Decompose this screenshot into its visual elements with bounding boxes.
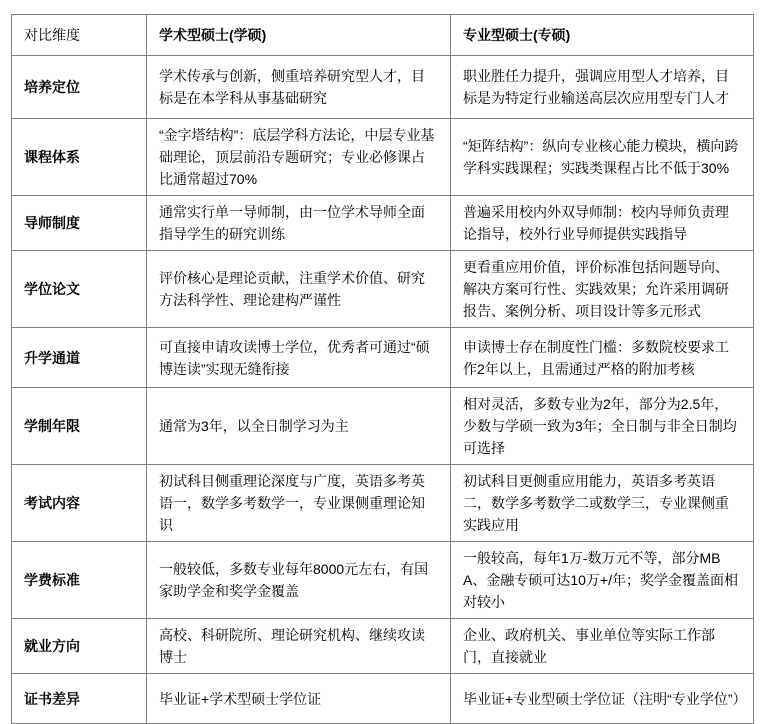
table-row: [12, 251, 754, 328]
masters-comparison-table: [11, 14, 754, 724]
academic-cell: 通常为3年，以全日制学习为主: [147, 388, 451, 465]
table-row: [12, 328, 754, 388]
academic-cell: “金字塔结构”：底层学科方法论，中层专业基础理论，顶层前沿专题研究；专业必修课占比通常超过70%: [147, 119, 451, 196]
row-label-cell: 学费标准: [12, 542, 147, 619]
table-row: [12, 119, 754, 196]
table-row: [12, 56, 754, 119]
academic-cell: 通常实行单一导师制，由一位学术导师全面指导学生的研究训练: [147, 196, 451, 251]
table-row: [12, 674, 754, 724]
column-header-academic: 学术型硕士(学硕): [147, 15, 451, 56]
professional-cell: 相对灵活，多数专业为2年，部分为2.5年，少数与学硕一致为3年；全日制与非全日制均可选择: [451, 388, 754, 465]
professional-cell: 一般较高，每年1万-数万元不等，部分MBA、金融专硕可达10万+/年；奖学金覆盖面相对较小: [451, 542, 754, 619]
row-label-cell: 课程体系: [12, 119, 147, 196]
academic-cell: 可直接申请攻读博士学位，优秀者可通过“硕博连读”实现无缝衔接: [147, 328, 451, 388]
row-label-cell: 升学通道: [12, 328, 147, 388]
table-row: [12, 465, 754, 542]
row-label-cell: 学位论文: [12, 251, 147, 328]
academic-cell: 评价核心是理论贡献，注重学术价值、研究方法科学性、理论建构严谨性: [147, 251, 451, 328]
professional-cell: 普遍采用校内外双导师制：校内导师负责理论指导，校外行业导师提供实践指导: [451, 196, 754, 251]
row-label-cell: 培养定位: [12, 56, 147, 119]
row-label-cell: 导师制度: [12, 196, 147, 251]
academic-cell: 高校、科研院所、理论研究机构、继续攻读博士: [147, 619, 451, 674]
table-row: [12, 388, 754, 465]
professional-cell: 职业胜任力提升，强调应用型人才培养，目标是为特定行业输送高层次应用型专门人才: [451, 56, 754, 119]
academic-cell: 初试科目侧重理论深度与广度，英语多考英语一，数学多考数学一，专业课侧重理论知识: [147, 465, 451, 542]
table-row: [12, 196, 754, 251]
row-label-cell: 证书差异: [12, 674, 147, 724]
table-row: [12, 542, 754, 619]
professional-cell: 毕业证+专业型硕士学位证（注明“专业学位”）: [451, 674, 754, 724]
table-header-row: [12, 15, 754, 56]
row-label-cell: 考试内容: [12, 465, 147, 542]
academic-cell: 学术传承与创新，侧重培养研究型人才，目标是在本学科从事基础研究: [147, 56, 451, 119]
professional-cell: 申读博士存在制度性门槛：多数院校要求工作2年以上，且需通过严格的附加考核: [451, 328, 754, 388]
academic-cell: 一般较低，多数专业每年8000元左右，有国家助学金和奖学金覆盖: [147, 542, 451, 619]
row-label-cell: 学制年限: [12, 388, 147, 465]
column-header-professional: 专业型硕士(专硕): [451, 15, 754, 56]
table-row: [12, 619, 754, 674]
professional-cell: 企业、政府机关、事业单位等实际工作部门，直接就业: [451, 619, 754, 674]
professional-cell: 更看重应用价值，评价标准包括问题导向、解决方案可行性、实践效果；允许采用调研报告、案例分析、项目设计等多元形式: [451, 251, 754, 328]
column-header-dimension: 对比维度: [12, 15, 147, 56]
professional-cell: 初试科目更侧重应用能力，英语多考英语二，数学多考数学二或数学三，专业课侧重实践应用: [451, 465, 754, 542]
professional-cell: “矩阵结构”：纵向专业核心能力模块，横向跨学科实践课程；实践类课程占比不低于30%: [451, 119, 754, 196]
row-label-cell: 就业方向: [12, 619, 147, 674]
academic-cell: 毕业证+学术型硕士学位证: [147, 674, 451, 724]
